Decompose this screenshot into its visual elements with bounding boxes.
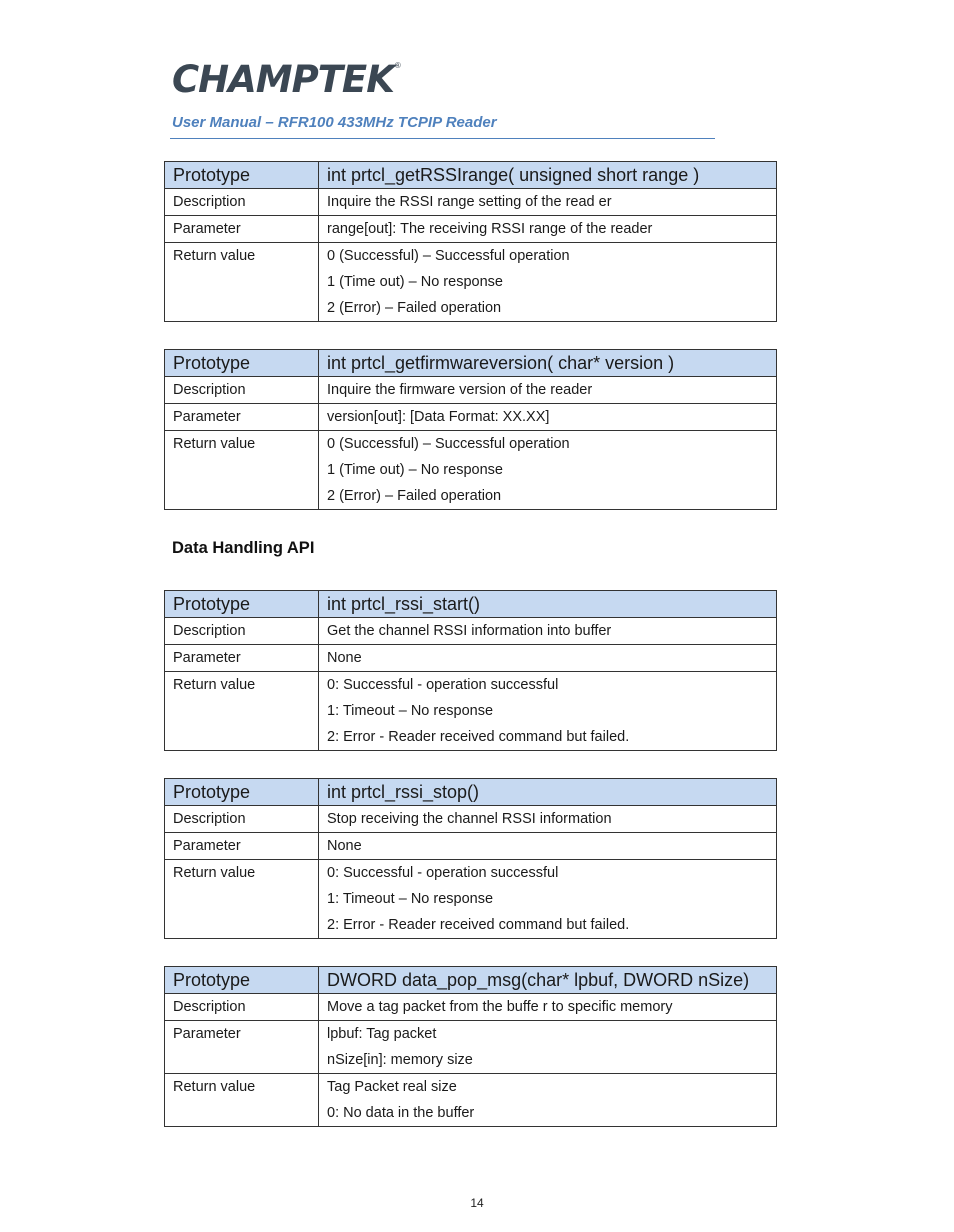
- prototype-value: int prtcl_getfirmwareversion( char* version ): [319, 350, 777, 377]
- prototype-label: Prototype: [165, 591, 319, 618]
- api-table-rssi-stop: [164, 778, 777, 939]
- table-row-parameter: [165, 404, 777, 431]
- return-line: 1 (Time out) – No response: [327, 462, 503, 478]
- table-row-description: [165, 618, 777, 645]
- parameter-label: Parameter: [165, 645, 319, 672]
- table-row-return-value: [165, 431, 777, 510]
- table-row-parameter: [165, 216, 777, 243]
- return-values: [319, 243, 777, 322]
- parameter-value: [319, 645, 777, 672]
- return-line: 1 (Time out) – No response: [327, 274, 503, 290]
- return-line: 0: Successful - operation successful: [327, 677, 559, 693]
- table-row-prototype: [165, 967, 777, 994]
- description-value: Get the channel RSSI information into buffer: [319, 618, 777, 645]
- return-label: Return value: [165, 431, 319, 510]
- prototype-label: Prototype: [165, 162, 319, 189]
- return-values: [319, 860, 777, 939]
- table-row-prototype: [165, 779, 777, 806]
- description-label: Description: [165, 189, 319, 216]
- page-number: 14: [470, 1196, 484, 1210]
- logo-text: CHAMPTEK: [172, 58, 394, 101]
- return-line: 0 (Successful) – Successful operation: [327, 436, 570, 452]
- api-table-getrssirange: [164, 161, 777, 322]
- table-row-parameter: [165, 645, 777, 672]
- return-label: Return value: [165, 860, 319, 939]
- prototype-label: Prototype: [165, 779, 319, 806]
- table-row-description: [165, 994, 777, 1021]
- description-label: Description: [165, 618, 319, 645]
- parameter-line: nSize[in]: memory size: [327, 1052, 473, 1068]
- description-label: Description: [165, 806, 319, 833]
- api-table-getfirmwareversion: [164, 349, 777, 510]
- parameter-line: version[out]: [Data Format: XX.XX]: [327, 409, 550, 425]
- description-value: Move a tag packet from the buffe r to specific memory: [319, 994, 777, 1021]
- parameter-label: Parameter: [165, 1021, 319, 1074]
- table-row-description: [165, 377, 777, 404]
- parameter-value: [319, 1021, 777, 1074]
- return-line: 0: No data in the buffer: [327, 1105, 475, 1121]
- return-line: 1: Timeout – No response: [327, 703, 494, 719]
- description-value: Inquire the firmware version of the reader: [319, 377, 777, 404]
- return-label: Return value: [165, 1074, 319, 1127]
- parameter-line: range[out]: The receiving RSSI range of the reader: [327, 221, 653, 237]
- header-divider: [170, 138, 715, 139]
- return-values: [319, 1074, 777, 1127]
- company-logo: [172, 60, 401, 104]
- section-heading: Data Handling API: [172, 539, 315, 557]
- table-row-parameter: [165, 1021, 777, 1074]
- parameter-label: Parameter: [165, 833, 319, 860]
- description-label: Description: [165, 377, 319, 404]
- table-row-return-value: [165, 1074, 777, 1127]
- document-subtitle: User Manual – RFR100 433MHz TCPIP Reader: [172, 114, 497, 131]
- return-line: 2 (Error) – Failed operation: [327, 488, 502, 504]
- table-row-prototype: [165, 162, 777, 189]
- prototype-value: int prtcl_rssi_stop(): [319, 779, 777, 806]
- return-line: 0: Successful - operation successful: [327, 865, 559, 881]
- return-line: 2 (Error) – Failed operation: [327, 300, 502, 316]
- table-row-prototype: [165, 591, 777, 618]
- table-row-parameter: [165, 833, 777, 860]
- parameter-value: [319, 404, 777, 431]
- registered-mark: ®: [394, 61, 401, 70]
- description-label: Description: [165, 994, 319, 1021]
- return-line: 2: Error - Reader received command but failed.: [327, 729, 630, 745]
- prototype-value: int prtcl_rssi_start(): [319, 591, 777, 618]
- parameter-line: None: [327, 650, 362, 666]
- parameter-label: Parameter: [165, 216, 319, 243]
- return-label: Return value: [165, 672, 319, 751]
- return-values: [319, 672, 777, 751]
- prototype-value: int prtcl_getRSSIrange( unsigned short range ): [319, 162, 777, 189]
- prototype-label: Prototype: [165, 350, 319, 377]
- description-value: Inquire the RSSI range setting of the read er: [319, 189, 777, 216]
- api-table-rssi-start: [164, 590, 777, 751]
- parameter-label: Parameter: [165, 404, 319, 431]
- parameter-value: [319, 216, 777, 243]
- prototype-label: Prototype: [165, 967, 319, 994]
- return-label: Return value: [165, 243, 319, 322]
- return-values: [319, 431, 777, 510]
- description-value: Stop receiving the channel RSSI information: [319, 806, 777, 833]
- table-row-return-value: [165, 243, 777, 322]
- return-line: 2: Error - Reader received command but failed.: [327, 917, 630, 933]
- table-row-return-value: [165, 672, 777, 751]
- table-row-prototype: [165, 350, 777, 377]
- prototype-value: DWORD data_pop_msg(char* lpbuf, DWORD nSize): [319, 967, 777, 994]
- api-table-data-pop-msg: [164, 966, 777, 1127]
- table-row-description: [165, 189, 777, 216]
- parameter-line: lpbuf: Tag packet: [327, 1026, 437, 1042]
- return-line: 1: Timeout – No response: [327, 891, 494, 907]
- parameter-line: None: [327, 838, 362, 854]
- return-line: Tag Packet real size: [327, 1079, 457, 1095]
- parameter-value: [319, 833, 777, 860]
- table-row-description: [165, 806, 777, 833]
- table-row-return-value: [165, 860, 777, 939]
- return-line: 0 (Successful) – Successful operation: [327, 248, 570, 264]
